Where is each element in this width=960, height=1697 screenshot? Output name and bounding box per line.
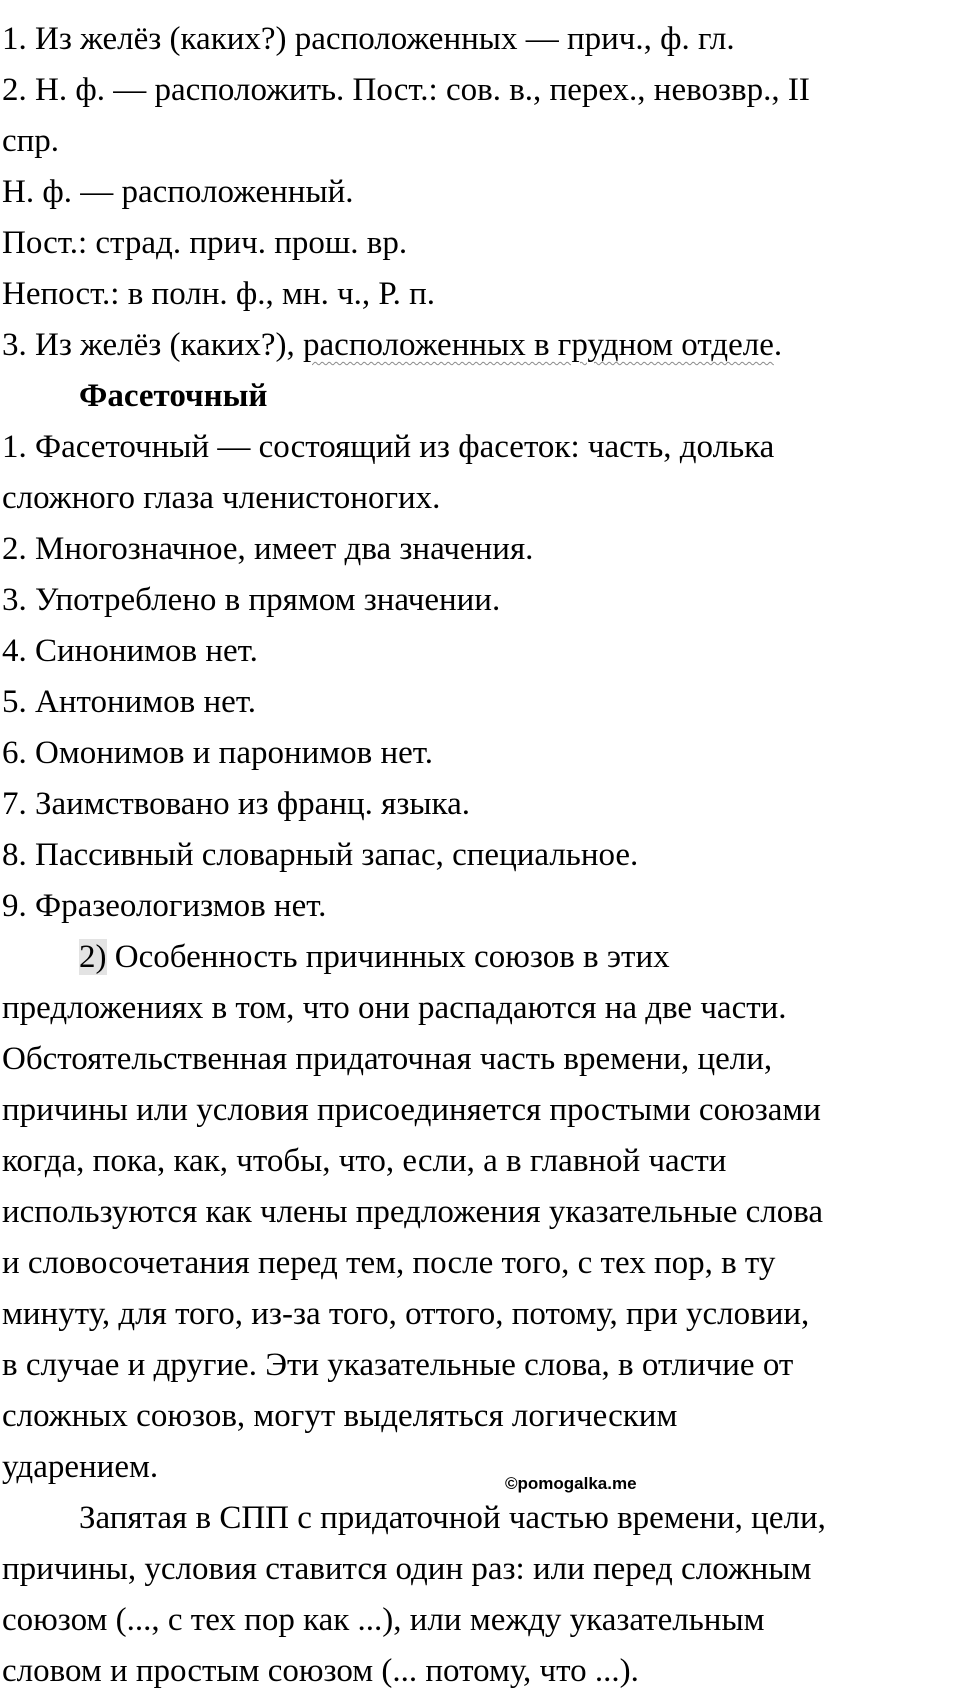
text-segment: 3. Из желёз (каких?), bbox=[2, 327, 304, 363]
text-line: Пост.: страд. прич. прош. вр. bbox=[2, 225, 408, 261]
text-line: ударением. bbox=[2, 1449, 159, 1485]
text-line: Непост.: в полн. ф., мн. ч., Р. п. bbox=[2, 276, 436, 312]
spellcheck-underlined-phrase: расположенных в грудном отделе bbox=[303, 327, 774, 363]
document-body bbox=[2, 14, 957, 1697]
text-line: 9. Фразеологизмов нет. bbox=[2, 888, 327, 924]
text-line: 7. Заимствовано из франц. языка. bbox=[2, 786, 470, 822]
text-line: Н. ф. — расположенный. bbox=[2, 174, 354, 210]
text-line: причины, условия ставится один раз: или перед сложным bbox=[2, 1551, 812, 1587]
text-line: предложениях в том, что они распадаются на две части. bbox=[2, 990, 787, 1026]
text-line: минуту, для того, из-за того, оттого, потому, при условии, bbox=[2, 1296, 810, 1332]
text-line: причины или условия присоединяется простыми союзами bbox=[2, 1092, 821, 1128]
text-line: в случае и другие. Эти указательные слова, в отличие от bbox=[2, 1347, 794, 1383]
text-line: 1. Фасеточный — состоящий из фасеток: часть, долька bbox=[2, 429, 775, 465]
highlighted-marker: 2) bbox=[79, 939, 107, 975]
text-line: 4. Синонимов нет. bbox=[2, 633, 258, 669]
text-line: 6. Омонимов и паронимов нет. bbox=[2, 735, 433, 771]
text-line: 3. Употреблено в прямом значении. bbox=[2, 582, 501, 618]
text-line: 5. Антонимов нет. bbox=[2, 684, 257, 720]
text-line: спр. bbox=[2, 123, 60, 159]
text-line: Обстоятельственная придаточная часть времени, цели, bbox=[2, 1041, 773, 1077]
text-line: 2. Н. ф. — расположить. Пост.: сов. в., перех., невозвр., II bbox=[2, 72, 810, 108]
text-line: 1. Из желёз (каких?) расположенных — прич., ф. гл. bbox=[2, 21, 735, 57]
watermark: ©pomogalka.me bbox=[505, 1474, 637, 1493]
text-line: союзом (..., с тех пор как ...), или между указательным bbox=[2, 1602, 765, 1638]
text-line: 2. Многозначное, имеет два значения. bbox=[2, 531, 534, 567]
text-line-with-underline bbox=[2, 320, 957, 371]
text-segment: Особенность причинных союзов в этих bbox=[106, 939, 670, 975]
text-line: и словосочетания перед тем, после того, с тех пор, в ту bbox=[2, 1245, 776, 1281]
paragraph-first-line: Запятая в СПП с придаточной частью времени, цели, bbox=[79, 1500, 826, 1536]
section-heading: Фасеточный bbox=[79, 378, 268, 414]
text-segment: . bbox=[773, 327, 783, 363]
paragraph-first-line bbox=[2, 932, 957, 983]
text-line: сложных союзов, могут выделяться логическим bbox=[2, 1398, 678, 1434]
text-line: 8. Пассивный словарный запас, специальное. bbox=[2, 837, 639, 873]
text-line: сложного глаза членистоногих. bbox=[2, 480, 441, 516]
text-line: словом и простым союзом (... потому, что ...). bbox=[2, 1653, 639, 1689]
text-line: когда, пока, как, чтобы, что, если, а в главной части bbox=[2, 1143, 727, 1179]
text-line: используются как члены предложения указательные слова bbox=[2, 1194, 824, 1230]
